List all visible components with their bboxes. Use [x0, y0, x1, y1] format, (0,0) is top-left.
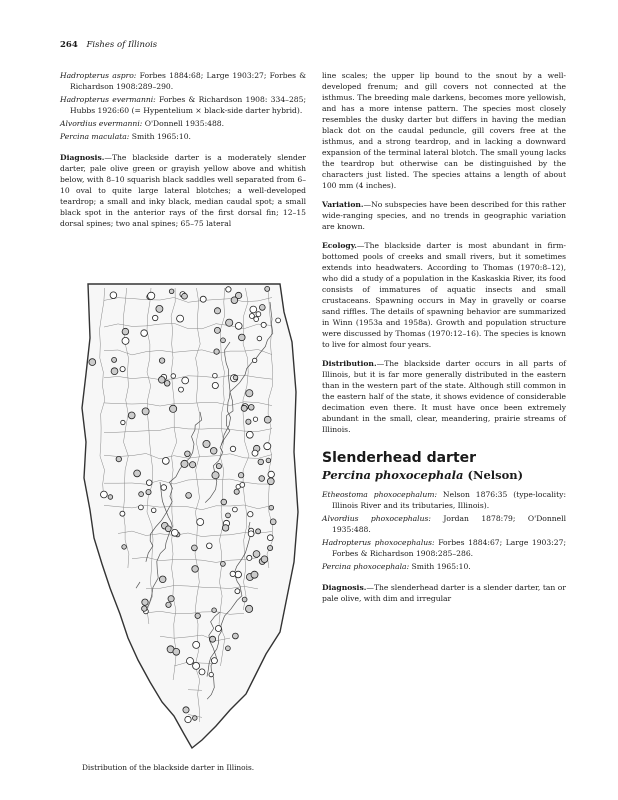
record-circle [257, 336, 262, 341]
record-circle [231, 297, 238, 304]
record-circle [247, 555, 252, 560]
record-circle [139, 505, 144, 510]
record-circle [207, 543, 213, 549]
record-circle [250, 306, 257, 313]
record-circle [164, 381, 170, 387]
record-circle [226, 513, 231, 518]
record-circle [214, 349, 219, 354]
record-circle [230, 571, 235, 576]
record-circle [246, 605, 253, 612]
record-circle [185, 451, 191, 457]
record-circle [234, 489, 239, 494]
illinois-distribution-map [80, 282, 308, 752]
record-circle [249, 405, 255, 411]
record-circle [139, 492, 144, 497]
record-circle [241, 405, 247, 411]
running-title: Fishes of Illinois [86, 40, 158, 50]
record-circle [222, 525, 228, 531]
state-outline [82, 284, 298, 748]
synonym-entry: Alvordius phoxocephalus: Jordan 1878:79; O'Donnell 1935:488. [322, 514, 567, 534]
record-circle [212, 382, 218, 388]
record-circle [89, 359, 96, 366]
record-circle [233, 507, 238, 512]
record-circle [213, 373, 218, 378]
record-circle [197, 519, 204, 526]
species-scientific-name: Percina phoxocephala (Nelson) [322, 468, 524, 482]
record-circle [128, 412, 135, 419]
record-circle [221, 499, 227, 505]
record-circle [110, 292, 117, 299]
record-circle [238, 473, 243, 478]
record-circle [182, 377, 189, 384]
record-circle [116, 456, 121, 461]
record-circle [111, 368, 118, 375]
record-circle [239, 334, 246, 341]
record-circle [183, 707, 189, 713]
synonym-entry: Percina phoxocephala: Smith 1965:10. [322, 562, 471, 571]
record-circle [264, 443, 271, 450]
record-circle [233, 633, 239, 639]
record-circle [162, 458, 169, 465]
record-circle [168, 596, 174, 602]
record-circle [248, 531, 254, 537]
record-circle [120, 511, 125, 516]
record-circle [270, 519, 276, 525]
record-circle [161, 485, 167, 491]
species-heading: Slenderhead darter [322, 450, 477, 466]
record-circle [264, 416, 271, 423]
record-circle [156, 305, 163, 312]
record-circle [122, 545, 127, 550]
record-circle [269, 505, 274, 510]
record-circle [193, 716, 198, 721]
record-circle [226, 319, 233, 326]
record-circle [186, 493, 192, 499]
record-circle [252, 450, 258, 456]
record-circle [221, 338, 226, 343]
record-circle [192, 566, 199, 573]
record-circle [170, 405, 177, 412]
record-circle [261, 322, 266, 327]
record-circle [159, 358, 164, 363]
record-circle [120, 367, 125, 372]
record-circle [190, 462, 196, 468]
record-circle [203, 440, 210, 447]
record-circle [254, 317, 259, 322]
record-circle [259, 476, 265, 482]
diagnosis-paragraph: Diagnosis.—The blackside darter is a moderately slender darter, pale olive green or grayish yellow above and whitish below, with 8–10 squarish black saddles well separated from 6–10 oval to quite large lateral blotches; a well-developed teardrop; a small and inky black, median caudal spot; a small black spot in the anterior rays of the first dorsal fin; 12–15 dorsal spines; two anal spines; 65–75 lateral [60, 153, 306, 228]
record-circle [210, 448, 217, 455]
record-circle [142, 599, 148, 605]
record-circle [122, 328, 129, 335]
record-circle [153, 315, 158, 320]
record-circle [235, 571, 242, 578]
record-circle [179, 387, 184, 392]
record-circle [249, 314, 254, 319]
map-caption: Distribution of the blackside darter in Illinois. [82, 763, 255, 772]
record-circle [159, 377, 166, 384]
left-column [60, 70, 306, 237]
record-circle [267, 478, 274, 485]
record-circle [166, 602, 171, 607]
record-circle [214, 308, 220, 314]
record-circle [121, 420, 125, 424]
record-circle [185, 716, 191, 722]
record-circle [233, 375, 238, 380]
record-circle [216, 464, 221, 469]
record-circle [265, 286, 270, 291]
record-circle [253, 417, 257, 421]
record-circle [221, 562, 226, 567]
record-circle [146, 490, 151, 495]
record-circle [268, 471, 274, 477]
record-circle [235, 323, 242, 330]
record-circle [253, 551, 260, 558]
record-circle [251, 571, 258, 578]
record-circle [256, 312, 261, 317]
record-circle [211, 658, 217, 664]
record-circle [142, 606, 147, 611]
record-circle [169, 289, 174, 294]
record-circle [276, 318, 281, 323]
record-circle [122, 337, 129, 344]
record-circle [248, 512, 253, 517]
ecology-paragraph: Ecology.—The blackside darter is most abundant in firm-bottomed pools of creeks and small rivers, but it sometimes extends into headwaters. According to Thomas (1970:8–12), who did a study of a population in the Kaskaskia River, its food consists of immatures of aquatic insects and small crustaceans. Spawning occurs in May in gravelly or coarse sand riffles. The details of spawning behavior are summarized in Winn (1953a and 1958a). Growth and population structure were discussed by Thomas (1970:12–16). The species is known to live for almost four years. [322, 241, 566, 349]
record-circle [200, 296, 206, 302]
record-circle [134, 470, 141, 477]
record-circle [212, 608, 217, 613]
record-circle [209, 672, 213, 676]
record-circle [226, 287, 231, 292]
record-circle [199, 669, 205, 675]
synonym-entry: Etheostoma phoxocephalum: Nelson 1876:35 (type-locality: Illinois River and its tributaries, Illinois). [322, 490, 567, 510]
record-circle [259, 305, 265, 311]
record-circle [159, 576, 166, 583]
synonym-entry: Hadropterus phoxocephalus: Forbes 1884:67; Large 1903:27; Forbes & Richardson 1908:285–286. [322, 538, 566, 558]
running-header [60, 40, 157, 50]
record-circle [182, 293, 188, 299]
record-circle [210, 636, 216, 642]
record-circle [142, 408, 149, 415]
record-circle [148, 292, 155, 299]
record-circle [101, 491, 108, 498]
record-circle [242, 597, 247, 602]
record-circle [187, 658, 194, 665]
record-circle [192, 545, 198, 551]
record-circle [258, 459, 264, 465]
synonym-entry: Hadropterus aspro: Forbes 1884:68; Large 1903:27; Forbes & Richardson 1908:289–290. [60, 71, 307, 91]
continuation-paragraph: line scales; the upper lip bound to the snout by a well-developed frenum; and gill covers not connected at the isthmus. The breeding male darkens, becomes more yellowish, and has a more intense pattern. The species most closely resembles the dusky darter but differs in having the median black dot on the caudal peduncle, gill covers free at the isthmus, and a strong teardrop, and in lacking a downward expansion of the terminal lateral blotch. The small young lacks the teardrop but otherwise can be distinguished by the characters just listed. The species attains a length of about 100 mm (4 inches). [322, 71, 566, 190]
record-circle [165, 526, 171, 532]
record-circle [181, 460, 188, 467]
page-number: 264 [60, 40, 78, 50]
record-circle [246, 419, 251, 424]
record-circle [256, 529, 261, 534]
record-circle [173, 648, 180, 655]
record-circle [246, 390, 253, 397]
distribution-paragraph: Distribution.—The blackside darter occurs in all parts of Illinois, but it is far more generally distributed in the eastern than in the western part of the state. Although still common in the eastern half of the state, it shows evidence of considerable decimation even there. It must have once been extremely abundant in the small, clear, meandering, prairie streams of Illinois. [322, 359, 566, 434]
record-circle [177, 315, 184, 322]
record-circle [141, 330, 148, 337]
record-circle [146, 480, 152, 486]
record-circle [214, 327, 220, 333]
record-circle [193, 662, 200, 669]
diagnosis-paragraph: Diagnosis.—The slenderhead darter is a slender darter, tan or pale olive, with dim and irregular [322, 583, 566, 603]
record-circle [112, 357, 117, 362]
record-circle [230, 446, 235, 451]
record-circle [226, 646, 231, 651]
record-circle [261, 556, 268, 563]
record-circle [195, 613, 200, 618]
record-circle [193, 641, 200, 648]
record-circle [246, 431, 253, 438]
map-graphic [80, 282, 308, 752]
synonym-entry: Hadropterus evermanni: Forbes & Richardson 1908: 334–285; Hubbs 1926:60 (= Hypentelium × black-side darter hybrid). [60, 95, 307, 115]
synonym-entry: Alvordius evermanni: O'Donnell 1935:488. [60, 119, 225, 128]
record-circle [108, 495, 113, 500]
record-circle [212, 472, 219, 479]
record-circle [235, 589, 240, 594]
record-circle [240, 483, 245, 488]
record-circle [151, 508, 156, 513]
variation-paragraph: Variation.—No subspecies have been described for this rather wide-ranging species, and no trends in geographic variation are known. [322, 200, 566, 231]
record-circle [215, 626, 221, 632]
record-circle [253, 358, 257, 362]
record-circle [266, 458, 271, 463]
synonym-entry: Percina maculata: Smith 1965:10. [60, 132, 191, 141]
record-circle [267, 535, 273, 541]
record-circle [171, 529, 178, 536]
right-column [322, 70, 566, 612]
record-circle [268, 545, 273, 550]
record-circle [171, 374, 176, 379]
